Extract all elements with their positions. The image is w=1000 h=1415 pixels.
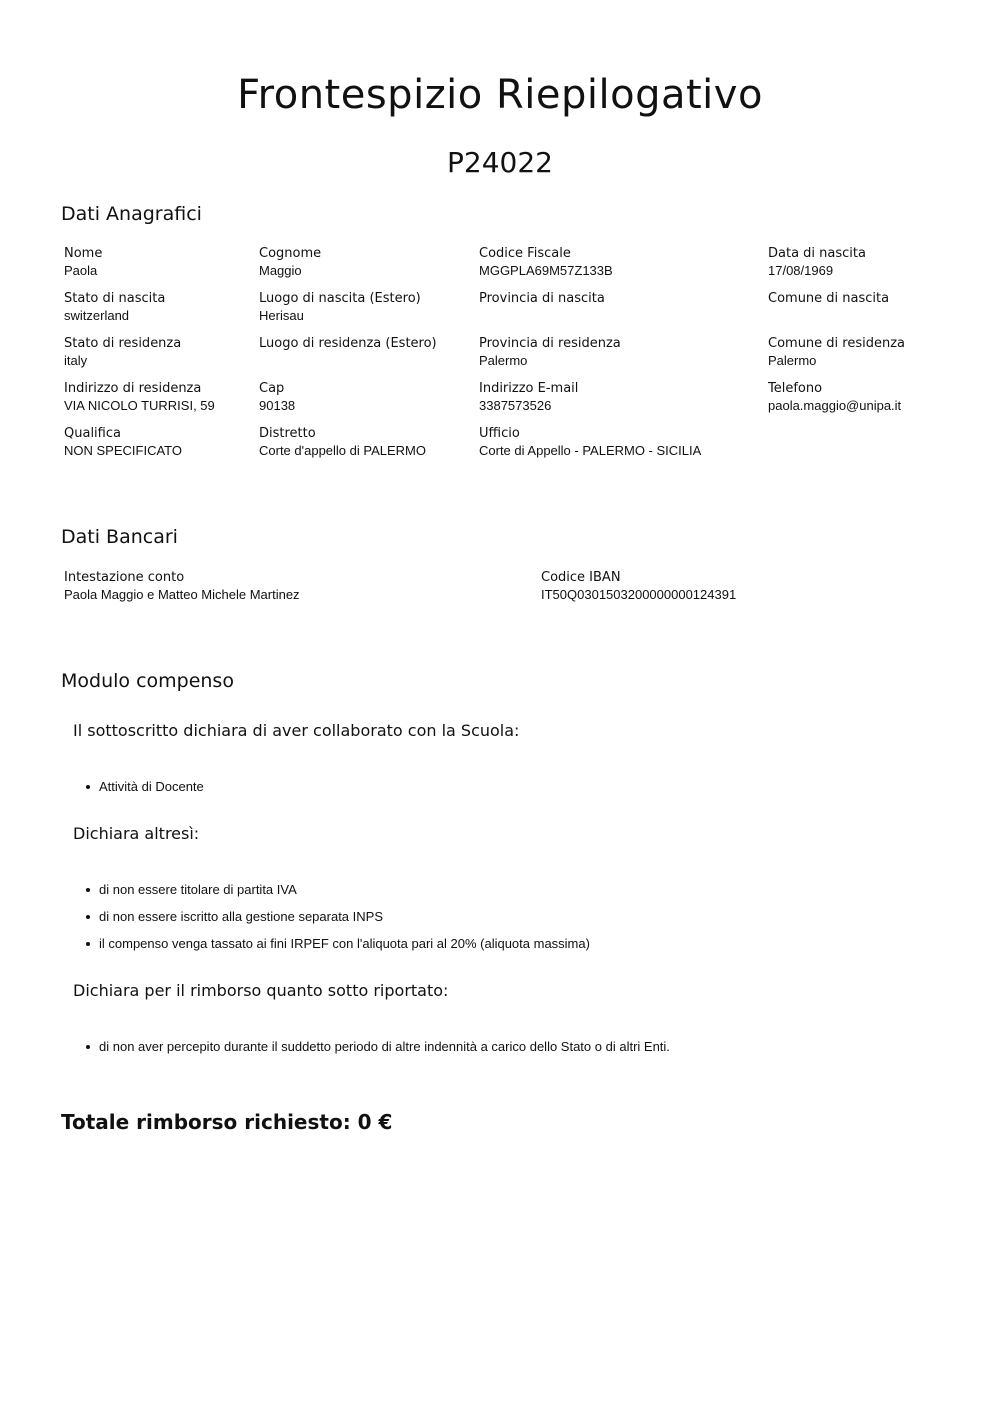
field-label: Indirizzo E-mail [479, 381, 579, 396]
list-item [86, 876, 590, 903]
field-label: Codice IBAN [541, 570, 621, 585]
field-value: Paola Maggio e Matteo Michele Martinez [64, 587, 300, 602]
list-item-text: il compenso venga tassato ai fini IRPEF con l'aliquota pari al 20% (aliquota massima) [99, 936, 590, 951]
collaborazione-list [86, 773, 204, 800]
field-value: NON SPECIFICATO [64, 443, 182, 458]
field-data-nascita [768, 246, 866, 279]
field-comune-residenza [768, 336, 905, 369]
field-label: Stato di residenza [64, 336, 182, 351]
field-value: 90138 [259, 398, 296, 413]
rimborso-list [86, 1033, 670, 1060]
bullet-icon [86, 1045, 90, 1049]
field-label: Luogo di residenza (Estero) [259, 336, 437, 351]
field-value: Herisau [259, 308, 304, 323]
field-label: Luogo di nascita (Estero) [259, 291, 421, 306]
list-item-text: di non essere titolare di partita IVA [99, 882, 297, 897]
field-label: Data di nascita [768, 246, 866, 261]
field-label: Provincia di nascita [479, 291, 605, 306]
field-label: Codice Fiscale [479, 246, 571, 261]
list-item [86, 903, 590, 930]
field-ufficio [479, 426, 701, 459]
field-indirizzo-residenza [64, 381, 215, 414]
field-nome [64, 246, 102, 279]
section-title-anagrafici: Dati Anagrafici [61, 203, 202, 225]
list-item-text: Attività di Docente [99, 779, 204, 794]
altresi-list [86, 876, 590, 957]
field-value: Corte di Appello - PALERMO - SICILIA [479, 443, 702, 458]
field-label: Intestazione conto [64, 570, 185, 585]
field-label: Comune di nascita [768, 291, 890, 306]
field-value: MGGPLA69M57Z133B [479, 263, 613, 278]
field-codice-iban [541, 570, 736, 603]
field-value: switzerland [64, 308, 130, 323]
field-cognome [259, 246, 321, 279]
field-luogo-nascita-estero [259, 291, 421, 324]
field-label: Ufficio [479, 426, 520, 441]
field-distretto [259, 426, 426, 459]
list-item [86, 1033, 670, 1060]
field-comune-nascita [768, 291, 889, 308]
field-stato-residenza [64, 336, 181, 369]
bullet-icon [86, 915, 90, 919]
document-code: P24022 [447, 146, 553, 179]
field-label: Comune di residenza [768, 336, 906, 351]
field-value: Palermo [768, 353, 817, 368]
field-label: Qualifica [64, 426, 121, 441]
rimborso-heading: Dichiara per il rimborso quanto sotto riportato: [73, 981, 449, 1000]
field-label: Nome [64, 246, 103, 261]
field-codice-fiscale [479, 246, 613, 279]
field-value: paola.maggio@unipa.it [768, 398, 902, 413]
field-intestazione-conto [64, 570, 300, 603]
field-luogo-residenza-estero [259, 336, 437, 353]
field-value: Paola [64, 263, 98, 278]
field-provincia-nascita [479, 291, 605, 308]
field-value: Maggio [259, 263, 302, 278]
field-label: Cap [259, 381, 285, 396]
list-item-text: di non aver percepito durante il suddetto periodo di altre indennità a carico dello Stato o di altri Enti. [99, 1039, 670, 1054]
field-label: Indirizzo di residenza [64, 381, 202, 396]
altresi-heading: Dichiara altresì: [73, 824, 200, 843]
field-label: Stato di nascita [64, 291, 166, 306]
field-value: italy [64, 353, 88, 368]
field-value: Palermo [479, 353, 528, 368]
field-value: 17/08/1969 [768, 263, 834, 278]
field-value: IT50Q0301503200000000124391 [541, 587, 737, 602]
section-title-compenso: Modulo compenso [61, 670, 234, 692]
field-value: Corte d'appello di PALERMO [259, 443, 426, 458]
field-provincia-residenza [479, 336, 621, 369]
collaborazione-heading: Il sottoscritto dichiara di aver collaborato con la Scuola: [73, 721, 520, 740]
field-label: Provincia di residenza [479, 336, 621, 351]
field-cap [259, 381, 295, 414]
field-value: 3387573526 [479, 398, 552, 413]
field-value: VIA NICOLO TURRISI, 59 [64, 398, 215, 413]
total-reimbursement: Totale rimborso richiesto: 0 € [61, 1110, 393, 1134]
field-label: Distretto [259, 426, 316, 441]
list-item [86, 930, 590, 957]
bullet-icon [86, 942, 90, 946]
field-stato-nascita [64, 291, 165, 324]
field-email [479, 381, 578, 414]
bullet-icon [86, 888, 90, 892]
list-item-text: di non essere iscritto alla gestione separata INPS [99, 909, 383, 924]
field-label: Cognome [259, 246, 322, 261]
field-label: Telefono [768, 381, 823, 396]
field-telefono [768, 381, 901, 414]
page-title: Frontespizio Riepilogativo [237, 72, 763, 118]
field-qualifica [64, 426, 182, 459]
section-title-bancari: Dati Bancari [61, 526, 178, 548]
list-item [86, 773, 204, 800]
bullet-icon [86, 785, 90, 789]
